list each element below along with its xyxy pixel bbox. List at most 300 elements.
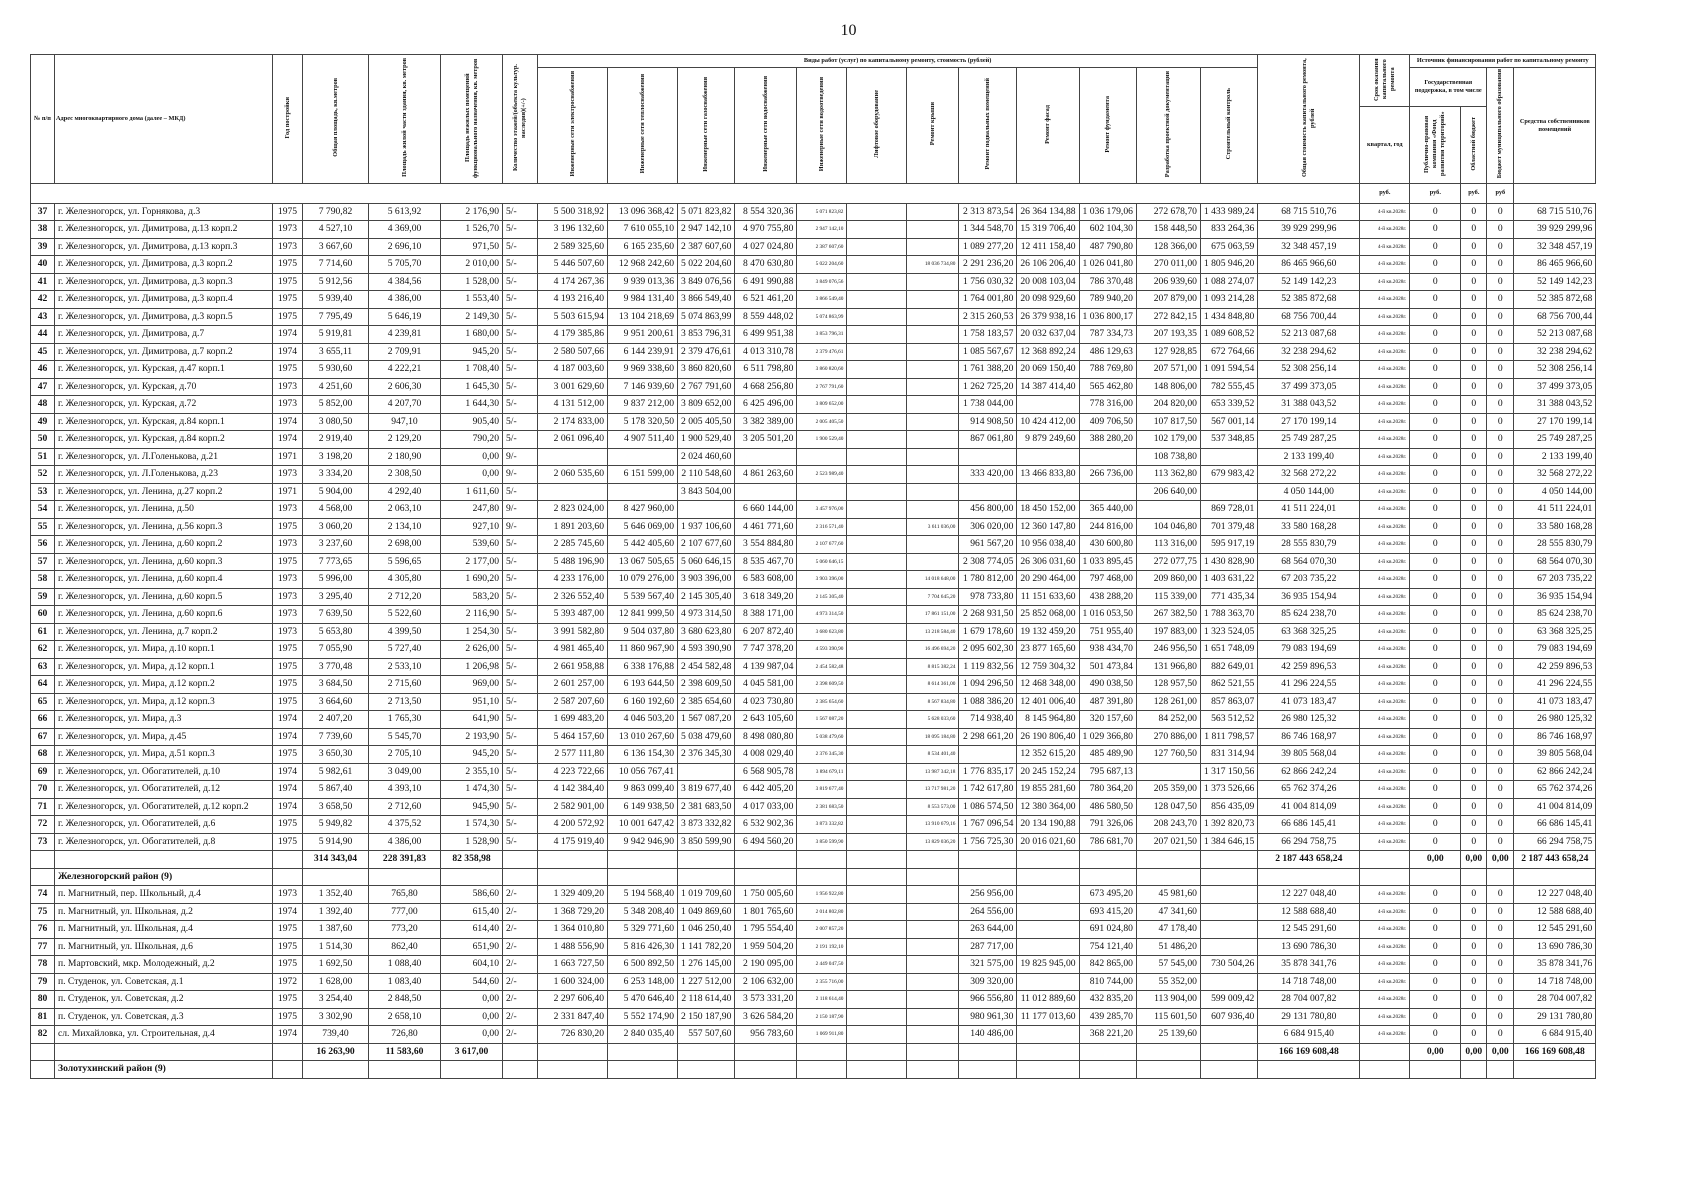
cell-addr: п. Магнитный, ул. Школьная, д.4	[55, 921, 273, 939]
cell-reg: 0	[1461, 623, 1487, 641]
cell-w7	[907, 938, 959, 956]
cell-w8: 2 315 260,53	[959, 308, 1017, 326]
cell-fund: 0	[1410, 431, 1461, 449]
cell-w7	[907, 448, 959, 466]
cell-w9: 20 134 190,88	[1017, 816, 1079, 834]
cell-w3: 2 150 187,90	[678, 1008, 735, 1026]
cell-term: 4-й кв.2028г.	[1360, 903, 1410, 921]
table-row	[31, 886, 1596, 904]
cell-term: 4-й кв.2028г.	[1360, 536, 1410, 554]
cell-w1: 2 589 325,60	[538, 238, 608, 256]
cell-w11: 207 021,50	[1136, 833, 1200, 851]
cell-w5: 2 449 047,50	[797, 956, 847, 974]
cell-w2: 10 001 647,42	[608, 816, 678, 834]
cell-w1: 5 446 507,60	[538, 256, 608, 274]
cell-sum: 52 213 087,68	[1258, 326, 1360, 344]
cell-w6	[847, 273, 907, 291]
table-row	[31, 991, 1596, 1009]
cell-living: 4 384,56	[369, 273, 441, 291]
cell-w4: 8 535 467,70	[735, 553, 797, 571]
cell-w11: 158 448,50	[1136, 221, 1200, 239]
cell-own: 86 465 966,60	[1514, 256, 1596, 274]
cell-w1: 4 200 572,92	[538, 816, 608, 834]
cell-fund: 0	[1410, 571, 1461, 589]
table-row	[31, 1008, 1596, 1026]
cell-addr: г. Железногорск, ул. Димитрова, д.13 корп.3	[55, 238, 273, 256]
cell-w7: 5 628 033,60	[907, 711, 959, 729]
cell-w12: 782 555,45	[1200, 378, 1257, 396]
cell-n: 71	[31, 798, 55, 816]
cell-w4: 1 750 005,60	[735, 886, 797, 904]
cell-reg: 0	[1461, 798, 1487, 816]
cell-w10: 1 036 179,06	[1079, 203, 1136, 221]
cell-w4: 3 382 389,00	[735, 413, 797, 431]
cell-year: 1973	[273, 466, 303, 484]
cell-living: 2 063,10	[369, 501, 441, 519]
cell-living: 5 522,60	[369, 606, 441, 624]
cell-w2: 6 144 239,91	[608, 343, 678, 361]
cell-w1: 1 368 729,20	[538, 903, 608, 921]
cell-term: 4-й кв.2028г.	[1360, 501, 1410, 519]
cell-w7	[907, 886, 959, 904]
cell-sum: 65 762 374,26	[1258, 781, 1360, 799]
cell-n: 45	[31, 343, 55, 361]
cell-w10: 693 415,20	[1079, 903, 1136, 921]
cell-floors: 5/-	[503, 326, 538, 344]
cell-own: 31 388 043,52	[1514, 396, 1596, 414]
cell-floors: 2/-	[503, 973, 538, 991]
cell-addr: г. Железногорск, ул. Ленина, д.60 корп.6	[55, 606, 273, 624]
cell-reg: 0	[1461, 606, 1487, 624]
cell-w1: 4 187 003,60	[538, 361, 608, 379]
cell-w7	[907, 291, 959, 309]
cell-w9	[1017, 396, 1079, 414]
cell-nonliving: 586,60	[441, 886, 503, 904]
cell-total: 7 055,90	[303, 641, 369, 659]
cell-w9: 18 450 152,00	[1017, 501, 1079, 519]
cell-w2: 13 104 218,69	[608, 308, 678, 326]
cell-w2: 5 178 320,50	[608, 413, 678, 431]
cell-w4: 4 970 755,80	[735, 221, 797, 239]
cell-w11: 55 352,00	[1136, 973, 1200, 991]
cell-n: 62	[31, 641, 55, 659]
cell-sum: 29 131 780,80	[1258, 1008, 1360, 1026]
cell-w3: 5 022 204,60	[678, 256, 735, 274]
total-row-2	[31, 1043, 1596, 1061]
cell-year: 1974	[273, 1026, 303, 1044]
cell-reg: 0	[1461, 378, 1487, 396]
cell-w12: 1 323 524,05	[1200, 623, 1257, 641]
cell-w7: 3 611 036,00	[907, 518, 959, 536]
cell-w10: 486 580,50	[1079, 798, 1136, 816]
cell-w2: 5 329 771,60	[608, 921, 678, 939]
cell-w10: 778 316,00	[1079, 396, 1136, 414]
cell-w11: 205 359,00	[1136, 781, 1200, 799]
cell-n: 63	[31, 658, 55, 676]
cell-w3: 2 145 305,40	[678, 588, 735, 606]
cell-mun: 0	[1487, 361, 1514, 379]
cell-w11: 148 806,00	[1136, 378, 1200, 396]
cell-w4: 3 618 349,20	[735, 588, 797, 606]
cell-w10: 1 033 895,45	[1079, 553, 1136, 571]
cell-w11: 128 957,50	[1136, 676, 1200, 694]
cell-sum: 25 749 287,25	[1258, 431, 1360, 449]
table-row	[31, 833, 1596, 851]
cell-term: 4-й кв.2028г.	[1360, 658, 1410, 676]
cell-year: 1971	[273, 483, 303, 501]
cell-total: 5 653,80	[303, 623, 369, 641]
cell-fund: 0	[1410, 501, 1461, 519]
cell-addr: п. Студенок, ул. Советская, д.2	[55, 991, 273, 1009]
cell-mun: 0	[1487, 343, 1514, 361]
cell-term: 4-й кв.2028г.	[1360, 413, 1410, 431]
cell-w2: 12 968 242,60	[608, 256, 678, 274]
cell-w4: 6 568 905,78	[735, 763, 797, 781]
cell-living: 1 083,40	[369, 973, 441, 991]
cell-w7	[907, 973, 959, 991]
cell-w11	[1136, 763, 1200, 781]
cell-w8: 306 020,00	[959, 518, 1017, 536]
cell-w9	[1017, 448, 1079, 466]
cell-w12: 563 512,52	[1200, 711, 1257, 729]
cell-w9: 26 106 206,40	[1017, 256, 1079, 274]
cell-floors: 5/-	[503, 378, 538, 396]
cell-own: 39 929 299,96	[1514, 221, 1596, 239]
unit-rub-fund: руб.	[1360, 184, 1410, 204]
cell-own: 39 805 568,04	[1514, 746, 1596, 764]
cell-w8: 2 298 661,20	[959, 728, 1017, 746]
cell-w10: 320 157,60	[1079, 711, 1136, 729]
cell-n: 73	[31, 833, 55, 851]
cell-w10: 565 462,80	[1079, 378, 1136, 396]
cell-w5: 3 849 076,56	[797, 273, 847, 291]
cell-w8	[959, 448, 1017, 466]
cell-floors: 2/-	[503, 1026, 538, 1044]
cell-term: 4-й кв.2028г.	[1360, 518, 1410, 536]
cell-w8: 263 644,00	[959, 921, 1017, 939]
cell-w6	[847, 588, 907, 606]
cell-w12	[1200, 938, 1257, 956]
cell-living: 4 305,80	[369, 571, 441, 589]
cell-w11: 102 179,00	[1136, 431, 1200, 449]
cell-addr: г. Железногорск, ул. Димитрова, д.13 корп.2	[55, 221, 273, 239]
cell-w9: 12 401 006,40	[1017, 693, 1079, 711]
cell-sum: 12 545 291,60	[1258, 921, 1360, 939]
unit-rub-mun: руб.	[1461, 184, 1487, 204]
cell-total: 1 352,40	[303, 886, 369, 904]
table-row	[31, 501, 1596, 519]
cell-w4: 4 027 024,80	[735, 238, 797, 256]
cell-w8: 2 308 774,05	[959, 553, 1017, 571]
cell-total: 7 739,60	[303, 728, 369, 746]
cell-n: 49	[31, 413, 55, 431]
cell-total: 5 912,56	[303, 273, 369, 291]
cell-w1: 2 580 507,66	[538, 343, 608, 361]
cell-addr: п. Мартовский, мкр. Молодежный, д.2	[55, 956, 273, 974]
cell-w11: 57 545,00	[1136, 956, 1200, 974]
cell-w10: 487 391,80	[1079, 693, 1136, 711]
cell-living: 2 705,10	[369, 746, 441, 764]
cell-addr: г. Железногорск, ул. Мира, д.10 корп.1	[55, 641, 273, 659]
district1-name: Железногорский район (9)	[55, 868, 273, 886]
cell-w6	[847, 693, 907, 711]
cell-w10: 842 865,00	[1079, 956, 1136, 974]
cell-n: 43	[31, 308, 55, 326]
cell-w8: 1 679 178,60	[959, 623, 1017, 641]
cell-fund: 0	[1410, 361, 1461, 379]
cell-sum: 2 133 199,40	[1258, 448, 1360, 466]
cell-w11	[1136, 501, 1200, 519]
cell-own: 62 866 242,24	[1514, 763, 1596, 781]
cell-addr: г. Железногорск, ул. Курская, д.84 корп.1	[55, 413, 273, 431]
header-work-10: Ремонт фундамента	[1079, 68, 1136, 184]
cell-w7: 18 036 734,80	[907, 256, 959, 274]
cell-total: 3 080,50	[303, 413, 369, 431]
table-row	[31, 763, 1596, 781]
cell-living: 4 239,81	[369, 326, 441, 344]
cell-w3: 4 973 314,50	[678, 606, 735, 624]
cell-w5: 3 457 976,00	[797, 501, 847, 519]
cell-w8: 1 085 567,67	[959, 343, 1017, 361]
cell-w8: 2 313 873,54	[959, 203, 1017, 221]
cell-floors: 2/-	[503, 903, 538, 921]
cell-w4: 6 511 798,80	[735, 361, 797, 379]
total2-fund: 0,00	[1410, 1043, 1461, 1061]
cell-w1: 2 823 024,00	[538, 501, 608, 519]
cell-living: 2 533,10	[369, 658, 441, 676]
cell-total: 5 930,60	[303, 361, 369, 379]
total2-nonliving: 3 617,00	[441, 1043, 503, 1061]
cell-w4: 6 499 951,38	[735, 326, 797, 344]
cell-w5: 4 973 314,50	[797, 606, 847, 624]
cell-total: 7 790,82	[303, 203, 369, 221]
cell-total: 1 514,30	[303, 938, 369, 956]
header-work-1: Инженерные сети электроснабжения	[538, 68, 608, 184]
cell-w10: 791 326,06	[1079, 816, 1136, 834]
cell-w3: 2 379 476,61	[678, 343, 735, 361]
cell-w9: 12 368 892,24	[1017, 343, 1079, 361]
cell-fund: 0	[1410, 746, 1461, 764]
cell-n: 56	[31, 536, 55, 554]
cell-fund: 0	[1410, 833, 1461, 851]
cell-fund: 0	[1410, 676, 1461, 694]
cell-w12: 653 339,52	[1200, 396, 1257, 414]
cell-own: 86 746 168,97	[1514, 728, 1596, 746]
header-work-9: Ремонт фасад	[1017, 68, 1079, 184]
cell-w5: 3 903 396,00	[797, 571, 847, 589]
cell-n: 44	[31, 326, 55, 344]
table-row	[31, 1026, 1596, 1044]
cell-year: 1975	[273, 816, 303, 834]
cell-own: 36 935 154,94	[1514, 588, 1596, 606]
cell-floors: 5/-	[503, 361, 538, 379]
table-row	[31, 378, 1596, 396]
cell-w9: 12 468 348,00	[1017, 676, 1079, 694]
cell-w6	[847, 763, 907, 781]
cell-w12: 882 649,01	[1200, 658, 1257, 676]
cell-w9	[1017, 483, 1079, 501]
cell-living: 2 698,00	[369, 536, 441, 554]
cell-w3: 1 567 087,20	[678, 711, 735, 729]
cell-nonliving: 641,90	[441, 711, 503, 729]
cell-sum: 39 805 568,04	[1258, 746, 1360, 764]
cell-reg: 0	[1461, 413, 1487, 431]
cell-w5: 1 069 911,80	[797, 1026, 847, 1044]
cell-w7	[907, 483, 959, 501]
cell-w10: 1 026 041,80	[1079, 256, 1136, 274]
cell-nonliving: 2 010,00	[441, 256, 503, 274]
cell-sum: 68 564 070,30	[1258, 553, 1360, 571]
cell-w1: 3 001 629,60	[538, 378, 608, 396]
cell-w11: 45 981,60	[1136, 886, 1200, 904]
cell-w6	[847, 378, 907, 396]
cell-reg: 0	[1461, 921, 1487, 939]
cell-total: 3 198,20	[303, 448, 369, 466]
cell-w1: 4 179 385,86	[538, 326, 608, 344]
cell-fund: 0	[1410, 641, 1461, 659]
cell-fund: 0	[1410, 448, 1461, 466]
cell-w12: 567 001,14	[1200, 413, 1257, 431]
cell-sum: 86 746 168,97	[1258, 728, 1360, 746]
cell-w10: 487 790,80	[1079, 238, 1136, 256]
cell-w12: 672 764,66	[1200, 343, 1257, 361]
cell-n: 37	[31, 203, 55, 221]
table-row	[31, 973, 1596, 991]
cell-w4: 6 425 496,00	[735, 396, 797, 414]
cell-addr: г. Железногорск, ул. Ленина, д.60 корп.2	[55, 536, 273, 554]
cell-w2	[608, 483, 678, 501]
cell-w10: 754 121,40	[1079, 938, 1136, 956]
cell-own: 29 131 780,80	[1514, 1008, 1596, 1026]
cell-w7: 8 553 573,00	[907, 798, 959, 816]
cell-nonliving: 1 254,30	[441, 623, 503, 641]
cell-w7	[907, 343, 959, 361]
cell-w4: 4 013 310,78	[735, 343, 797, 361]
cell-term: 4-й кв.2028г.	[1360, 938, 1410, 956]
cell-w7: 8 567 834,80	[907, 693, 959, 711]
cell-nonliving: 927,10	[441, 518, 503, 536]
cell-w8: 978 733,80	[959, 588, 1017, 606]
header-term-unit: квартал, год	[1360, 107, 1410, 184]
cell-term: 4-й кв.2028г.	[1360, 956, 1410, 974]
cell-fund: 0	[1410, 798, 1461, 816]
cell-nonliving: 1 680,00	[441, 326, 503, 344]
cell-w2: 11 860 967,90	[608, 641, 678, 659]
cell-own: 52 213 087,68	[1514, 326, 1596, 344]
cell-n: 78	[31, 956, 55, 974]
cell-w3: 2 381 683,50	[678, 798, 735, 816]
cell-w2: 6 193 644,50	[608, 676, 678, 694]
cell-living: 2 606,30	[369, 378, 441, 396]
cell-year: 1974	[273, 711, 303, 729]
cell-living: 947,10	[369, 413, 441, 431]
cell-w12: 730 504,26	[1200, 956, 1257, 974]
cell-w9: 19 825 945,00	[1017, 956, 1079, 974]
cell-n: 53	[31, 483, 55, 501]
cell-sum: 67 203 735,22	[1258, 571, 1360, 589]
cell-w1: 2 661 958,88	[538, 658, 608, 676]
cell-w8: 140 486,00	[959, 1026, 1017, 1044]
cell-term: 4-й кв.2028г.	[1360, 1008, 1410, 1026]
cell-floors: 5/-	[503, 553, 538, 571]
cell-w9: 8 145 964,80	[1017, 711, 1079, 729]
cell-w7: 7 704 645,20	[907, 588, 959, 606]
cell-w5: 5 038 479,60	[797, 728, 847, 746]
total1-mun: 0,00	[1487, 851, 1514, 869]
cell-floors: 5/-	[503, 203, 538, 221]
cell-total: 5 914,90	[303, 833, 369, 851]
cell-w9	[1017, 921, 1079, 939]
cell-total: 7 773,65	[303, 553, 369, 571]
cell-reg: 0	[1461, 763, 1487, 781]
cell-total: 1 692,50	[303, 956, 369, 974]
cell-w6	[847, 483, 907, 501]
cell-w10: 938 434,70	[1079, 641, 1136, 659]
cell-living: 4 222,21	[369, 361, 441, 379]
cell-addr: г. Железногорск, ул. Мира, д.3	[55, 711, 273, 729]
cell-w9	[1017, 973, 1079, 991]
page-number: 10	[840, 22, 857, 39]
cell-w8: 980 961,30	[959, 1008, 1017, 1026]
cell-n: 58	[31, 571, 55, 589]
cell-year: 1975	[273, 553, 303, 571]
cell-w12: 1 089 608,52	[1200, 326, 1257, 344]
cell-year: 1974	[273, 728, 303, 746]
cell-w4: 8 498 080,80	[735, 728, 797, 746]
total2-reg: 0,00	[1461, 1043, 1487, 1061]
cell-reg: 0	[1461, 956, 1487, 974]
cell-nonliving: 1 645,30	[441, 378, 503, 396]
cell-sum: 68 756 700,44	[1258, 308, 1360, 326]
cell-w3: 3 680 623,80	[678, 623, 735, 641]
cell-addr: п. Магнитный, ул. Школьная, д.2	[55, 903, 273, 921]
cell-floors: 5/-	[503, 291, 538, 309]
cell-reg: 0	[1461, 658, 1487, 676]
cell-living: 2 180,90	[369, 448, 441, 466]
cell-addr: г. Железногорск, ул. Димитрова, д.3 корп.4	[55, 291, 273, 309]
cell-mun: 0	[1487, 606, 1514, 624]
cell-fund: 0	[1410, 938, 1461, 956]
cell-mun: 0	[1487, 938, 1514, 956]
cell-w10: 430 600,80	[1079, 536, 1136, 554]
cell-living: 4 369,00	[369, 221, 441, 239]
cell-w6	[847, 711, 907, 729]
cell-w8: 321 575,00	[959, 956, 1017, 974]
cell-w7	[907, 413, 959, 431]
cell-term: 4-й кв.2028г.	[1360, 221, 1410, 239]
cell-w8	[959, 483, 1017, 501]
cell-term: 4-й кв.2028г.	[1360, 326, 1410, 344]
cell-w5: 2 523 989,40	[797, 466, 847, 484]
table-row	[31, 641, 1596, 659]
cell-w5: 2 150 187,90	[797, 1008, 847, 1026]
cell-fund: 0	[1410, 903, 1461, 921]
cell-w6	[847, 308, 907, 326]
cell-year: 1975	[273, 938, 303, 956]
cell-w1: 5 488 196,90	[538, 553, 608, 571]
cell-mun: 0	[1487, 623, 1514, 641]
cell-mun: 0	[1487, 273, 1514, 291]
cell-w9: 19 855 281,60	[1017, 781, 1079, 799]
cell-w4	[735, 448, 797, 466]
cell-w9: 10 424 412,00	[1017, 413, 1079, 431]
cell-reg: 0	[1461, 361, 1487, 379]
cell-w2: 6 338 176,88	[608, 658, 678, 676]
cell-mun: 0	[1487, 956, 1514, 974]
cell-reg: 0	[1461, 448, 1487, 466]
cell-total: 3 334,20	[303, 466, 369, 484]
cell-addr: г. Железногорск, ул. Обогатителей, д.6	[55, 816, 273, 834]
